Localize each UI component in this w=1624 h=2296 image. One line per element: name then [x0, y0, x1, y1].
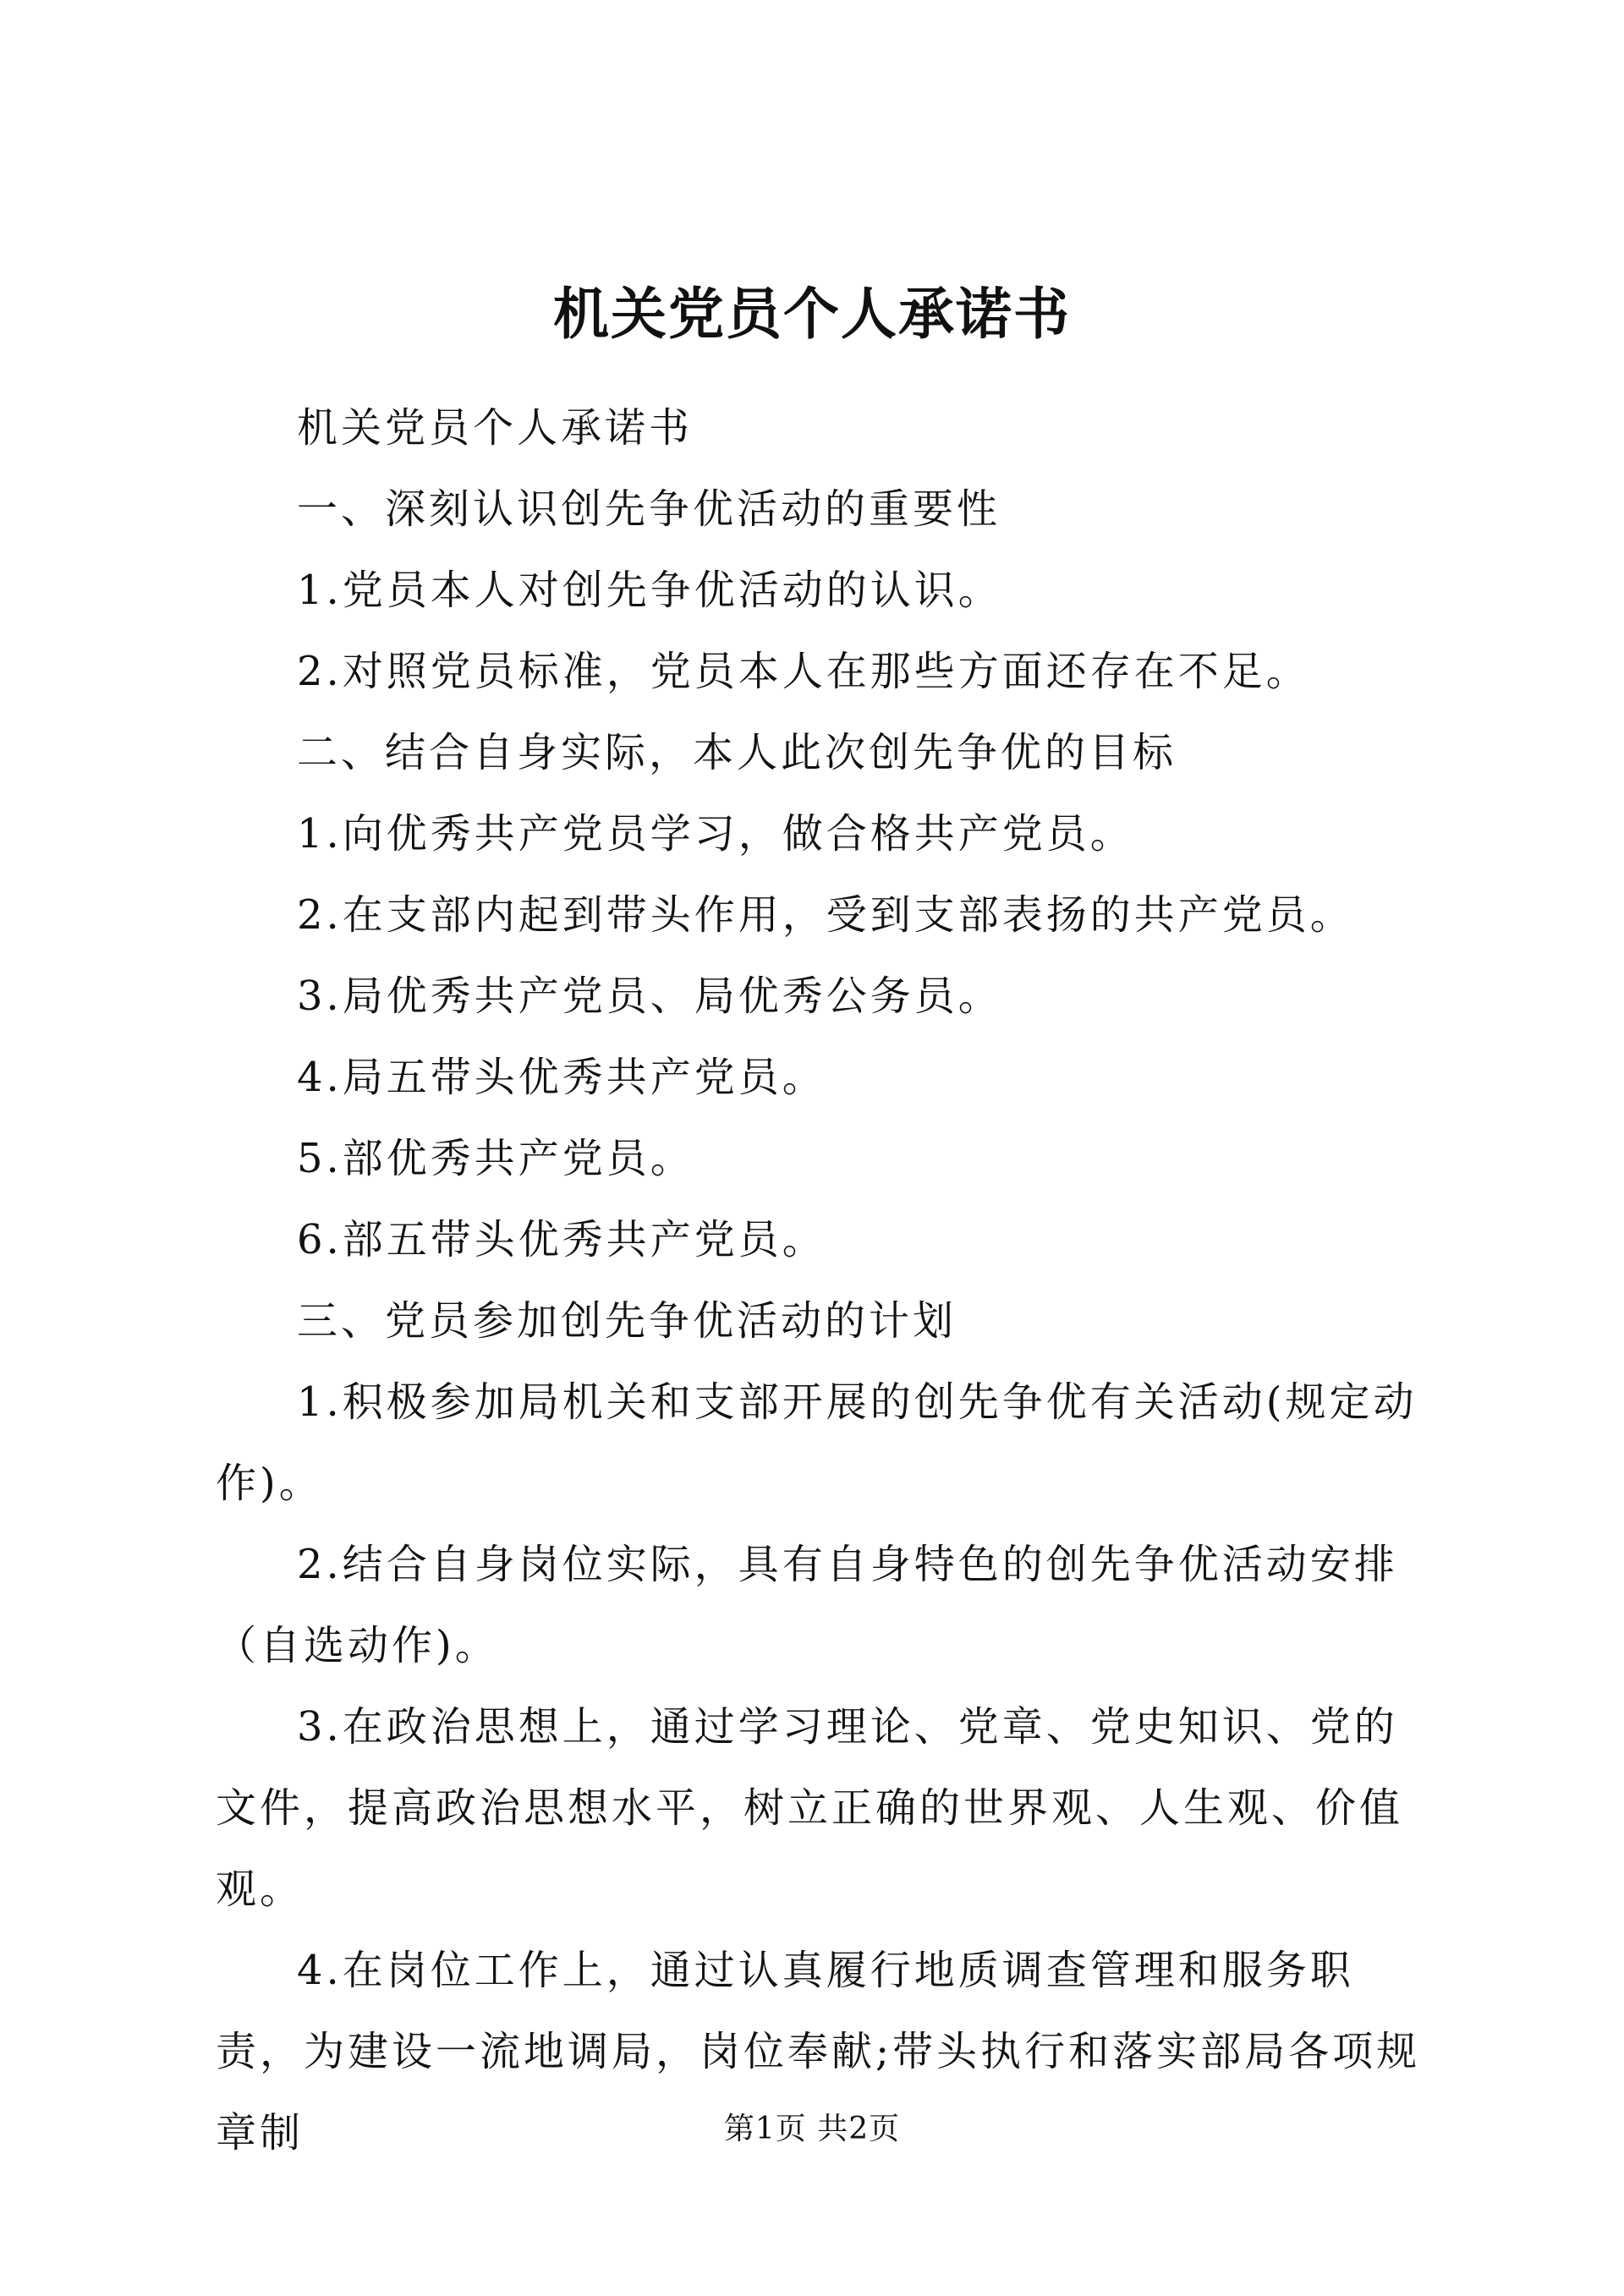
paragraph: 1.党员本人对创先争优活动的认识。: [297, 567, 1002, 614]
section-heading-1: 一、深刻认识创先争优活动的重要性: [297, 485, 1001, 533]
section-heading-2: 二、结合自身实际，本人此次创先争优的目标: [297, 729, 1177, 776]
paragraph: 2.对照党员标准，党员本人在那些方面还存在不足。: [297, 648, 1310, 695]
paragraph: 1.积极参加局机关和支部开展的创先争优有关活动(规定动作)。: [216, 1378, 1418, 1507]
document-body: [216, 387, 1434, 2173]
paragraph: 4.局五带头优秀共产党员。: [297, 1054, 826, 1101]
paragraph-heading-repeat: 机关党员个人承诺书: [297, 404, 694, 452]
paragraph: 2.在支部内起到带头作用，受到支部表扬的共产党员。: [297, 891, 1354, 939]
document-title: 机关党员个人承诺书: [553, 281, 1071, 347]
paragraph: 6.部五带头优秀共产党员。: [297, 1216, 826, 1263]
paragraph: 2.结合自身岗位实际，具有自身特色的创先争优活动安排（自选动作)。: [216, 1541, 1398, 1669]
paragraph: 4.在岗位工作上，通过认真履行地质调查管理和服务职责，为建设一流地调局，岗位奉献;带头执行和落实部局各项规章制: [216, 1947, 1421, 2156]
paragraph: 3.局优秀共产党员、局优秀公务员。: [297, 973, 1002, 1020]
page-footer: 第1页 共2页: [723, 2112, 901, 2146]
section-heading-3: 三、党员参加创先争优活动的计划: [297, 1297, 957, 1345]
paragraph: 3.在政治思想上，通过学习理论、党章、党史知识、党的文件，提高政治思想水平，树立正确的世界观、人生观、价值观。: [216, 1703, 1404, 1913]
paragraph: 5.部优秀共产党员。: [297, 1135, 694, 1182]
paragraph: 1.向优秀共产党员学习，做合格共产党员。: [297, 810, 1134, 858]
